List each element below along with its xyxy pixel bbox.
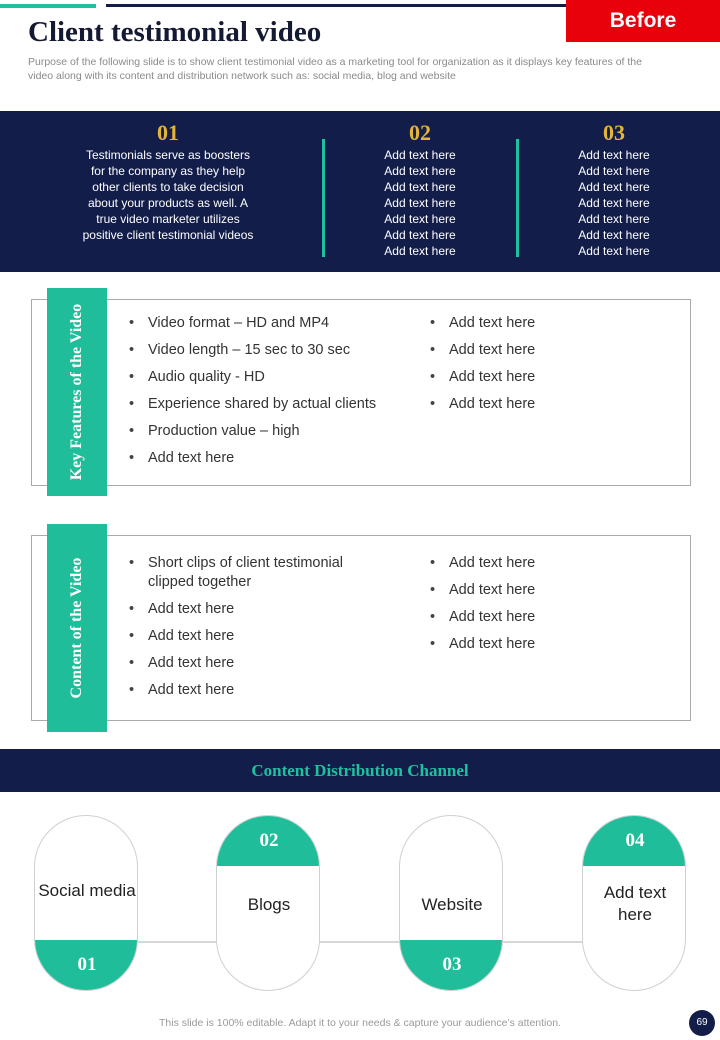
column-text	[330, 147, 510, 259]
column-number: 01	[157, 120, 179, 145]
column-number: 03	[603, 120, 625, 145]
list-item: • Video format – HD and MP4	[128, 314, 428, 333]
column-line: for the company as they help	[90, 164, 246, 178]
list-item: • Add text here	[429, 608, 649, 627]
channel-pill-2	[216, 815, 320, 991]
content-list-right	[429, 554, 649, 662]
column-line: true video marketer utilizes	[96, 212, 240, 226]
channel-pill-3	[399, 815, 503, 991]
column-divider	[322, 139, 325, 257]
column-text	[524, 147, 704, 259]
column-line: Add text here	[384, 228, 456, 242]
column-line: Add text here	[384, 180, 456, 194]
column-line: Add text here	[384, 196, 456, 210]
column-line: Testimonials serve as boosters	[85, 148, 251, 162]
overview-column-2	[330, 111, 510, 259]
channel-number: 01	[77, 954, 97, 975]
channel-cap	[35, 940, 138, 990]
column-line: Add text here	[384, 212, 456, 226]
list-item: • Experience shared by actual clients	[128, 395, 428, 414]
column-line: Add text here	[578, 164, 650, 178]
page-title: Client testimonial video	[28, 16, 322, 48]
column-line: Add text here	[384, 244, 456, 258]
channel-pill-4	[582, 815, 686, 991]
channel-pill-1	[34, 815, 138, 991]
column-line: about your products as well. A	[87, 196, 249, 210]
column-line: Add text here	[578, 148, 650, 162]
channel-label: Blogs	[247, 895, 291, 914]
overview-column-1	[48, 111, 288, 243]
column-line: Add text here	[384, 164, 456, 178]
list-item: • Add text here	[429, 581, 649, 600]
key-features-tab-label: Key Features of the Video	[68, 303, 85, 481]
key-features-list-left	[128, 314, 428, 476]
list-item: • Add text here	[429, 635, 649, 654]
channel-label: Website	[421, 895, 483, 914]
footer-note: This slide is 100% editable. Adapt it to your needs & capture your audience’s attention.	[159, 1017, 561, 1029]
content-box	[31, 535, 691, 721]
column-line: Add text here	[384, 148, 456, 162]
list-item: • Production value – high	[128, 422, 428, 441]
channel-number: 02	[259, 830, 279, 851]
column-number: 02	[409, 120, 431, 145]
column-line: other clients to take decision	[92, 180, 244, 194]
column-divider	[516, 139, 519, 257]
content-list-left	[128, 554, 388, 708]
channel-label: Social media	[38, 881, 136, 900]
list-item: • Video length – 15 sec to 30 sec	[128, 341, 428, 360]
list-item: • Add text here	[128, 654, 388, 673]
list-item: • Add text here	[128, 449, 428, 468]
key-features-box	[31, 299, 691, 486]
channel-label: Add text here	[603, 883, 667, 924]
column-line: Add text here	[578, 212, 650, 226]
top-accent-line-navy	[106, 4, 566, 7]
before-badge: Before	[566, 0, 720, 42]
list-item: • Add text here	[429, 341, 649, 360]
list-item: • Add text here	[128, 600, 388, 619]
list-item: • Add text here	[429, 368, 649, 387]
channel-cap	[217, 816, 320, 866]
column-line: Add text here	[578, 228, 650, 242]
list-item: • Short clips of client testimonial clipped together	[128, 554, 388, 592]
distribution-title: Content Distribution Channel	[251, 761, 469, 780]
column-text	[48, 147, 288, 243]
channel-cap	[400, 940, 503, 990]
column-line: Add text here	[578, 196, 650, 210]
list-item: • Audio quality - HD	[128, 368, 428, 387]
content-tab-label: Content of the Video	[68, 557, 85, 699]
channel-cap	[583, 816, 686, 866]
distribution-band	[0, 749, 720, 792]
list-item: • Add text here	[429, 395, 649, 414]
channel-number: 03	[442, 954, 462, 975]
top-accent-line-teal	[0, 4, 96, 8]
column-line: Add text here	[578, 244, 650, 258]
overview-band	[0, 111, 720, 272]
key-features-list-right	[429, 314, 649, 422]
list-item: • Add text here	[429, 554, 649, 573]
channel-number: 04	[625, 830, 645, 851]
list-item: • Add text here	[128, 681, 388, 700]
page-subtitle: Purpose of the following slide is to show client testimonial video as a marketing tool for organization as it displays key features of the video along with its content and distribution network such as: social media, blog and website	[28, 56, 642, 82]
list-item: • Add text here	[128, 627, 388, 646]
overview-column-3	[524, 111, 704, 259]
list-item: • Add text here	[429, 314, 649, 333]
key-features-tab	[47, 288, 107, 496]
page-number-badge: 69	[689, 1010, 715, 1036]
column-line: positive client testimonial videos	[82, 228, 254, 242]
content-tab	[47, 524, 107, 732]
column-line: Add text here	[578, 180, 650, 194]
